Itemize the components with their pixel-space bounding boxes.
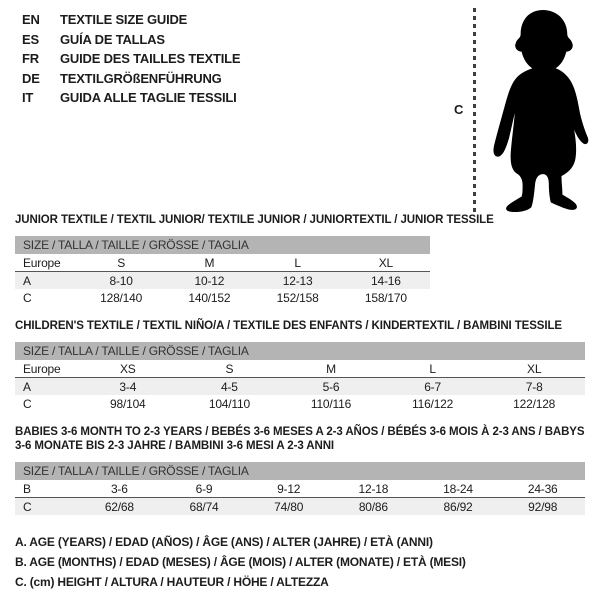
- size-cell: 122/128: [513, 396, 556, 411]
- size-cell: M: [326, 361, 336, 376]
- legend-line: B. AGE (MONTHS) / EDAD (MESES) / ÂGE (MOIS) / ALTER (MONATE) / ETÀ (MESI): [15, 555, 466, 569]
- size-cell: 128/140: [100, 290, 143, 305]
- size-table-section: [15, 213, 585, 306]
- language-label: GUÍA DE TALLAS: [60, 31, 165, 47]
- size-header-bar: SIZE / TALLA / TAILLE / GRÖSSE / TAGLIA: [15, 462, 585, 480]
- size-cell: 86/92: [443, 499, 473, 514]
- row-label: C: [23, 499, 32, 514]
- language-label: TEXTILGRÖßENFÜHRUNG: [60, 70, 222, 86]
- language-code: ES: [22, 31, 39, 47]
- language-row: [22, 88, 240, 108]
- row-label: A: [23, 273, 31, 288]
- size-cell: 3-4: [119, 379, 137, 394]
- size-header-bar: SIZE / TALLA / TAILLE / GRÖSSE / TAGLIA: [15, 342, 585, 360]
- size-cell: 98/104: [110, 396, 146, 411]
- row-label: C: [23, 396, 32, 411]
- size-cell: 110/116: [310, 396, 352, 411]
- size-cell: XL: [378, 255, 394, 270]
- size-cell: 18-24: [443, 481, 473, 496]
- legend-line: A. AGE (YEARS) / EDAD (AÑOS) / ÂGE (ANS) / ALTER (JAHRE) / ETÀ (ANNI): [15, 535, 433, 549]
- language-code: FR: [22, 51, 39, 66]
- language-label: GUIDA ALLE TAGLIE TESSILI: [60, 90, 237, 105]
- language-code: EN: [22, 12, 40, 27]
- size-cell: 4-5: [221, 379, 238, 394]
- section-title: BABIES 3-6 MONTH TO 2-3 YEARS / BEBÉS 3-6 MESES A 2-3 AÑOS / BÉBÉS 3-6 MOIS À 2-3 ANS / BABYS 3-6 MONATE BIS 2-3 JAHRE / BAMBINI 3-6 MESI A 2-3 ANNI: [15, 426, 585, 452]
- size-cell: L: [429, 361, 436, 376]
- table-row: [15, 395, 585, 412]
- size-cell: L: [294, 255, 301, 270]
- size-cell: 8-10: [109, 273, 133, 288]
- size-cell: 104/110: [208, 396, 250, 411]
- size-cell: 24-36: [527, 481, 558, 496]
- size-cell: S: [117, 255, 126, 270]
- size-table: [15, 342, 585, 412]
- size-table: [15, 462, 585, 515]
- language-code: DE: [22, 70, 40, 86]
- size-cell: 158/170: [364, 290, 407, 305]
- size-cell: 92/98: [528, 499, 558, 514]
- size-header-bar: SIZE / TALLA / TAILLE / GRÖSSE / TAGLIA: [15, 236, 430, 254]
- size-cell: 12-13: [282, 273, 313, 288]
- size-cell: 14-16: [371, 273, 401, 288]
- size-cell: 80/86: [358, 499, 388, 514]
- size-cell: 62/68: [104, 499, 134, 514]
- language-row: [22, 10, 240, 30]
- size-cell: S: [225, 361, 234, 376]
- size-cell: 140/152: [188, 290, 231, 305]
- size-cell: 3-6: [110, 481, 128, 496]
- size-table: [15, 236, 430, 306]
- table-row: [15, 360, 585, 378]
- size-cell: 5-6: [322, 379, 340, 394]
- size-table-sections: [15, 213, 585, 515]
- row-label: B: [23, 481, 31, 496]
- height-measure-line: [473, 8, 476, 212]
- legend: [15, 532, 585, 592]
- row-label: C: [23, 290, 32, 305]
- section-title: CHILDREN'S TEXTILE / TEXTIL NIÑO/A / TEXTILE DES ENFANTS / KINDERTEXTIL / BAMBINI TESSILE: [15, 320, 562, 332]
- size-cell: M: [204, 255, 215, 270]
- toddler-silhouette-icon: [488, 8, 598, 214]
- size-cell: 68/74: [189, 499, 219, 514]
- row-label: A: [23, 379, 31, 394]
- row-label: Europe: [23, 255, 61, 270]
- row-label: Europe: [23, 361, 61, 376]
- language-row: [22, 69, 240, 89]
- size-cell: 7-8: [525, 379, 543, 394]
- height-marker-label: C: [454, 102, 464, 117]
- table-row: [15, 272, 430, 289]
- size-cell: 116/122: [412, 396, 454, 411]
- language-title-list: [22, 10, 240, 108]
- language-label: GUIDE DES TAILLES TEXTILE: [60, 51, 241, 66]
- table-row: [15, 378, 585, 395]
- size-cell: 74/80: [274, 499, 304, 514]
- table-row: [15, 289, 430, 306]
- size-cell: 12-18: [358, 481, 389, 496]
- table-row: [15, 498, 585, 515]
- size-cell: 152/158: [276, 290, 319, 305]
- size-cell: 10-12: [194, 273, 225, 288]
- legend-line: C. (cm) HEIGHT / ALTURA / HAUTEUR / HÖHE / ALTEZZA: [15, 575, 329, 589]
- size-cell: 6-7: [424, 379, 441, 394]
- section-title: JUNIOR TEXTILE / TEXTIL JUNIOR/ TEXTILE JUNIOR / JUNIORTEXTIL / JUNIOR TESSILE: [15, 214, 494, 226]
- height-figure: [452, 6, 600, 216]
- language-code: IT: [22, 90, 34, 105]
- table-row: [15, 480, 585, 498]
- language-label: TEXTILE SIZE GUIDE: [60, 12, 188, 27]
- language-row: [22, 30, 240, 50]
- size-cell: XS: [119, 361, 136, 376]
- size-cell: XL: [527, 361, 542, 376]
- size-table-section: [15, 319, 585, 412]
- size-cell: 6-9: [195, 481, 213, 496]
- size-table-section: [15, 425, 585, 515]
- size-cell: 9-12: [277, 481, 301, 496]
- table-row: [15, 254, 430, 272]
- language-row: [22, 49, 240, 69]
